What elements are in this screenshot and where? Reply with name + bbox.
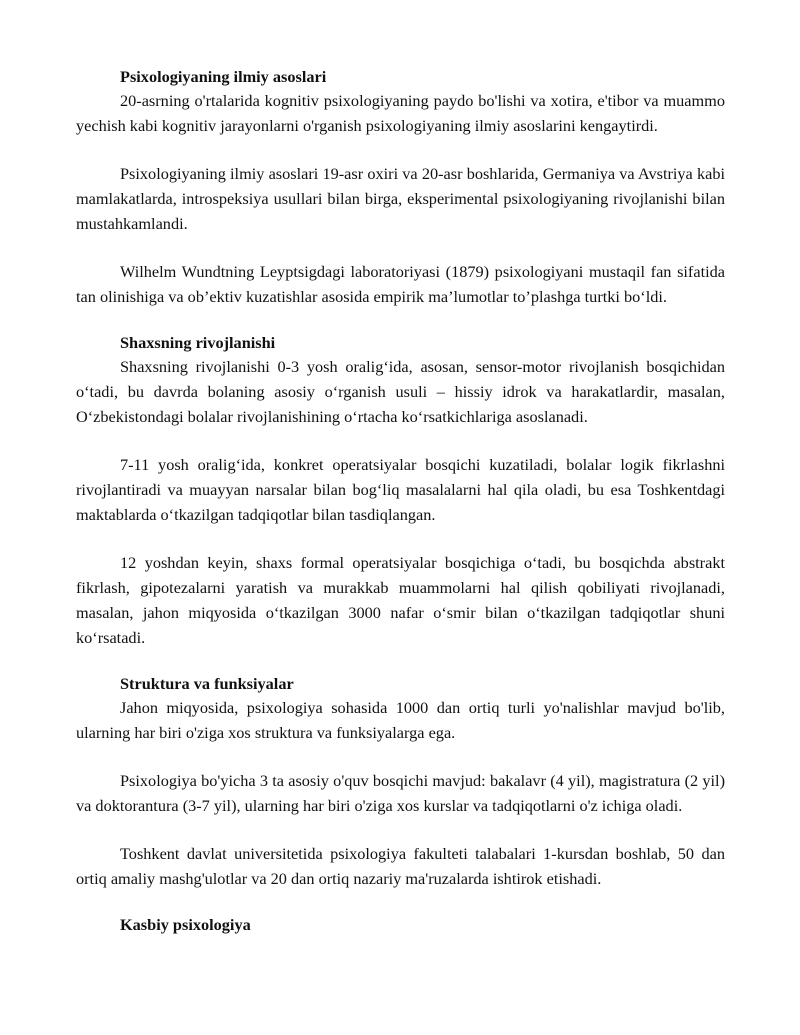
section-scientific-foundations — [76, 66, 725, 309]
paragraph: Wilhelm Wundtning Leyptsigdagi laboratoriyasi (1879) psixologiyani mustaqil fan sifatida tan olinishiga va ob’ektiv kuzatishlar asosida empirik ma’lumotlar to’plashga turtki bo‘ldi. — [76, 262, 725, 306]
paragraph: Toshkent davlat universitetida psixologiya fakulteti talabalari 1-kursdan boshlab, 50 dan ortiq amaliy mashg'ulotlar va 20 dan ortiq nazariy ma'ruzalarda ishtirok etishadi. — [76, 844, 725, 888]
section-heading: Struktura va funksiyalar — [120, 674, 294, 693]
paragraph: 20-asrning o'rtalarida kognitiv psixologiyaning paydo bo'lishi va xotira, e'tibor va muammo yechish kabi kognitiv jarayonlarni o'rganish psixologiyaning ilmiy asoslarini kengaytirdi. — [76, 91, 725, 135]
section-heading: Kasbiy psixologiya — [120, 915, 251, 934]
paragraph: 12 yoshdan keyin, shaxs formal operatsiyalar bosqichiga o‘tadi, bu bosqichda abstrakt fikrlash, gipotezalarni yaratish va murakkab muammolarni hal qilish qobiliyati rivojlanadi, masalan, jahon miqyosida o‘tkazilgan 3000 nafar o‘smir bilan o‘tkazilgan tadqiqotlar shuni ko‘rsatadi. — [76, 553, 725, 647]
paragraph: Psixologiyaning ilmiy asoslari 19-asr oxiri va 20-asr boshlarida, Germaniya va Avstriya kabi mamlakatlarda, introspeksiya usullari bilan birga, eksperimental psixologiyaning rivojlanishi bilan mustahkamlandi. — [76, 164, 725, 233]
document-page — [76, 66, 725, 936]
section-heading: Psixologiyaning ilmiy asoslari — [120, 67, 327, 86]
section-personality-development — [76, 332, 725, 650]
section-heading: Shaxsning rivojlanishi — [120, 333, 276, 352]
paragraph: Shaxsning rivojlanishi 0-3 yosh oralig‘ida, asosan, sensor-motor rivojlanish bosqichidan o‘tadi, bu davrda bolaning asosiy o‘rganish usuli – hissiy idrok va harakatlardir, masalan, O‘zbekistondagi bolalar rivojlanishining o‘rtacha ko‘rsatkichlariga asoslanadi. — [76, 357, 725, 426]
section-structure-functions — [76, 673, 725, 891]
paragraph: Psixologiya bo'yicha 3 ta asosiy o'quv bosqichi mavjud: bakalavr (4 yil), magistratura (2 yil) va doktorantura (3-7 yil), ularning har biri o'ziga xos kurslar va tadqiqotlarni o'z ichiga oladi. — [76, 771, 725, 815]
paragraph: Jahon miqyosida, psixologiya sohasida 1000 dan ortiq turli yo'nalishlar mavjud bo'lib, ularning har biri o'ziga xos struktura va funksiyalarga ega. — [76, 698, 725, 742]
paragraph: 7-11 yosh oralig‘ida, konkret operatsiyalar bosqichi kuzatiladi, bolalar logik fikrlashni rivojlantiradi va muayyan narsalar bilan bog‘liq masalalarni hal qila oladi, bu esa Toshkentdagi maktablarda o‘tkazilgan tadqiqotlar bilan tasdiqlangan. — [76, 455, 725, 524]
section-professional-psychology — [76, 914, 725, 936]
